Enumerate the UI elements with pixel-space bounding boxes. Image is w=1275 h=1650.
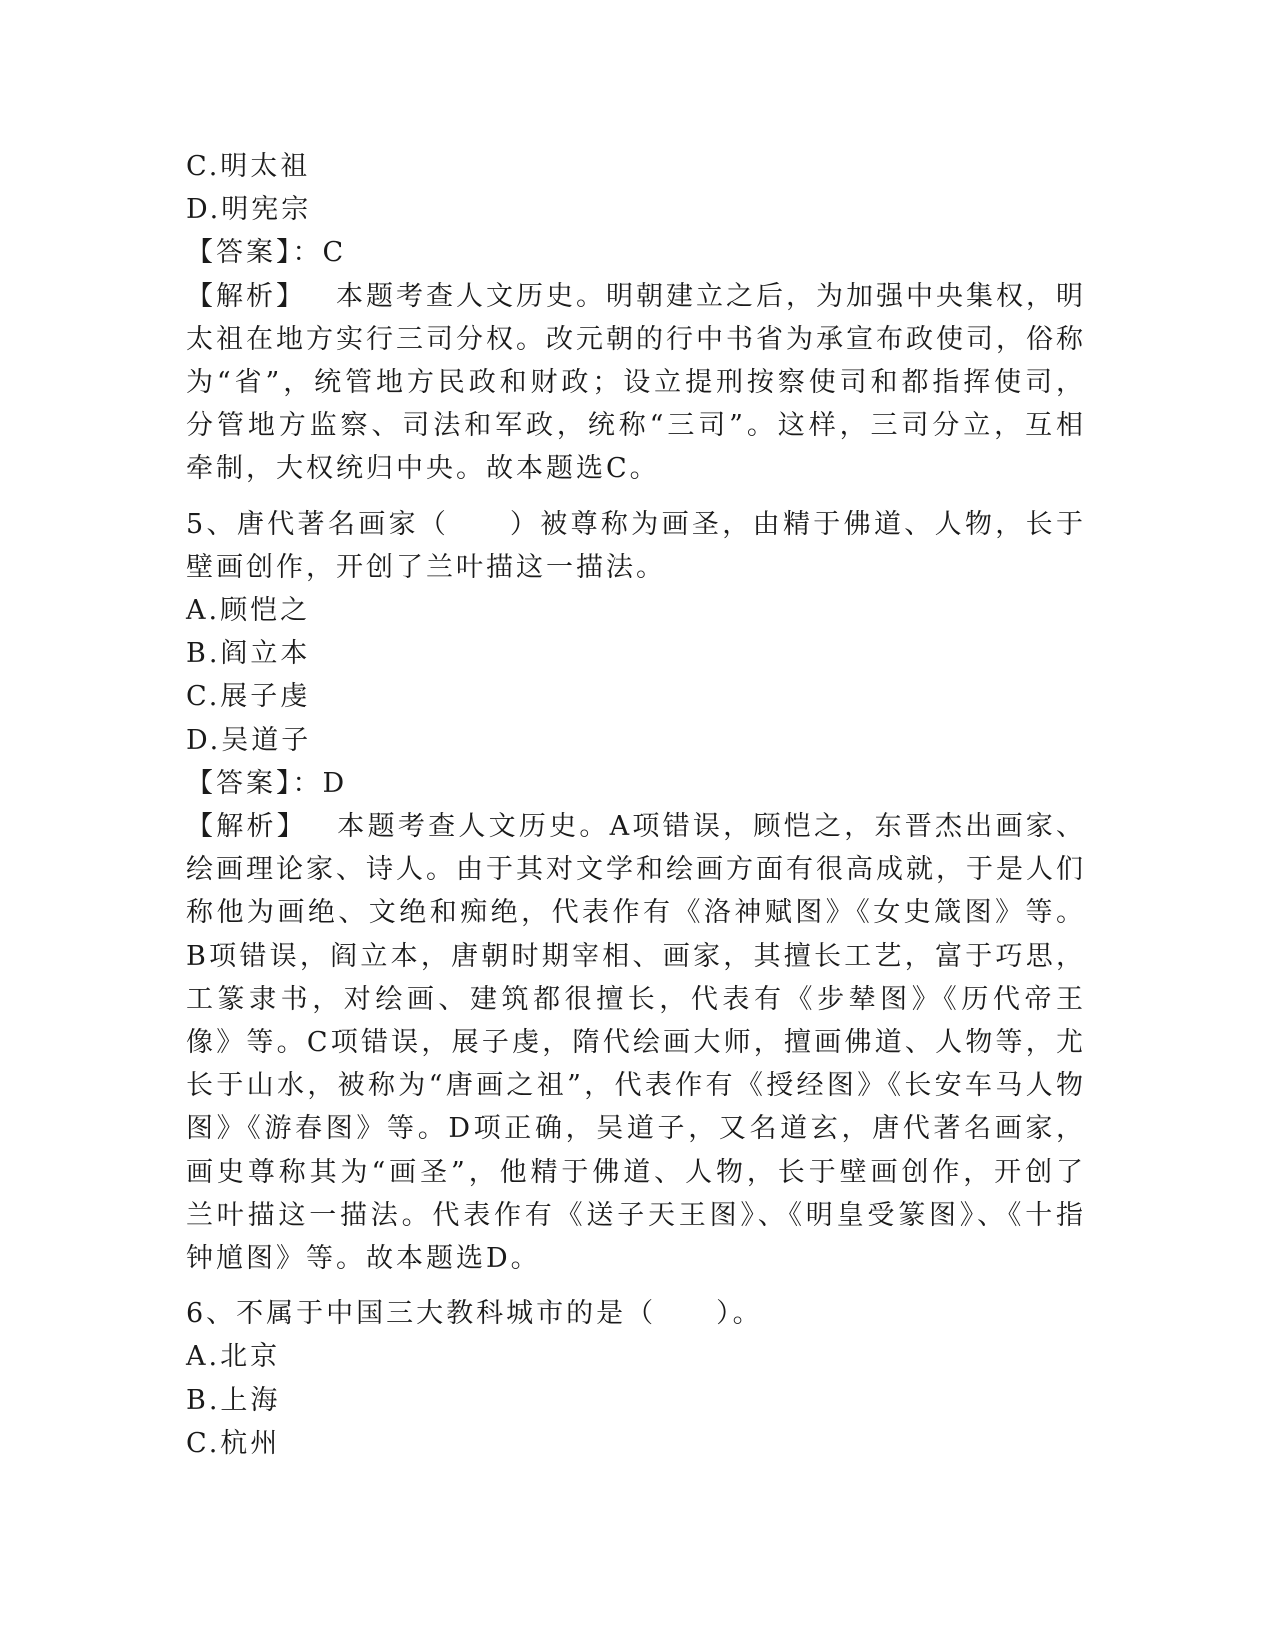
answer-value: ：D — [292, 767, 348, 799]
option-d: D.明宪宗 — [186, 194, 312, 226]
option-c: C.明太祖 — [186, 151, 311, 182]
answer-label: 【答案】 — [186, 237, 293, 269]
analysis-label: 【解析】 — [186, 280, 306, 312]
question-5-stem: 5、唐代著名画家（ ）被尊称为画圣，由精于佛道、人物，长于壁画创作，开创了兰叶描这一描法。 — [186, 508, 1086, 583]
analysis-paragraph — [186, 805, 1086, 1280]
option-b: B.阎立本 — [186, 638, 311, 670]
answer-line — [186, 231, 1086, 274]
analysis-label: 【解析】 — [186, 811, 308, 843]
answer-label: 【答案】 — [186, 767, 293, 799]
option-a: A.北京 — [186, 1341, 281, 1373]
option-c: C.杭州 — [186, 1427, 281, 1459]
analysis-paragraph — [186, 275, 1086, 491]
question-6-stem: 6、不属于中国三大教科城市的是（ ）。 — [186, 1298, 763, 1330]
answer-line — [186, 762, 1086, 805]
analysis-text: 本题考查人文历史。明朝建立之后，为加强中央集权，明太祖在地方实行三司分权。改元朝的行中书省为承宣布政使司，俗称为“省”，统管地方民政和财政；设立提刑按察使司和都指挥使司，分管地方监察、司法和军政，统称“三司”。这样，三司分立，互相牵制，大权统归中央。故本题选C。 — [186, 280, 1086, 485]
analysis-text: 本题考查人文历史。A项错误，顾恺之，东晋杰出画家、绘画理论家、诗人。由于其对文学和绘画方面有很高成就，于是人们称他为画绝、文绝和痴绝，代表作有《洛神赋图》《女史箴图》等。B项错误，阎立本，唐朝时期宰相、画家，其擅长工艺，富于巧思，工篆隶书，对绘画、建筑都很擅长，代表有《步辇图》《历代帝王像》等。C项错误，展子虔，隋代绘画大师，擅画佛道、人物等，尤长于山水，被称为“唐画之祖”，代表作有《授经图》《长安车马人物图》《游春图》等。D项正确，吴道子，又名道玄，唐代著名画家，画史尊称其为“画圣”，他精于佛道、人物，长于壁画创作，开创了兰叶描这一描法。代表作有《送子天王图》、《明皇受篆图》、《十指钟馗图》等。故本题选D。 — [186, 811, 1087, 1275]
document-content — [186, 145, 1086, 1465]
option-c: C.展子虔 — [186, 681, 311, 713]
option-b: B.上海 — [186, 1384, 281, 1416]
answer-value: ：C — [292, 237, 347, 269]
option-a: A.顾恺之 — [186, 595, 311, 627]
option-d: D.吴道子 — [186, 724, 312, 756]
